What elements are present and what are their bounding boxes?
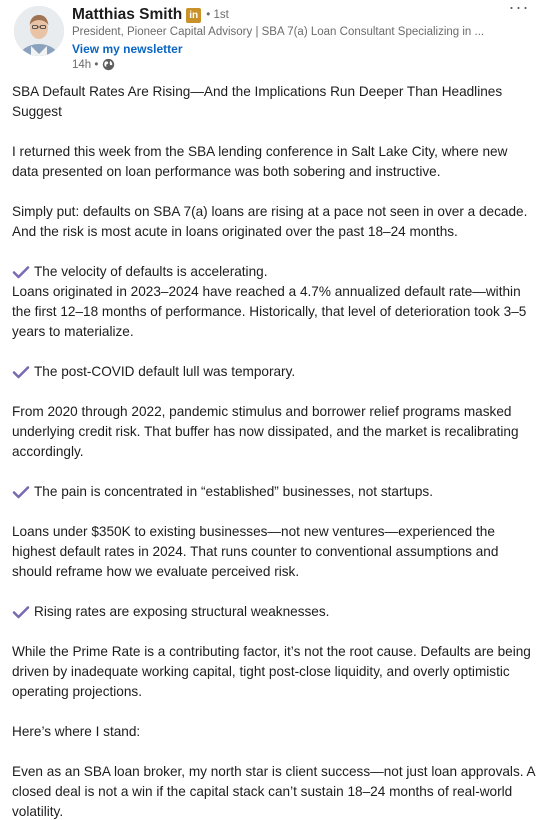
avatar-photo [14,6,64,56]
point-2-heading-row [12,362,537,382]
author-name[interactable]: Matthias Smith [72,6,183,23]
avatar[interactable] [14,6,64,56]
connection-degree: • 1st [206,9,229,21]
point-4-body: While the Prime Rate is a contributing factor, it’s not the root cause. Defaults are being driven by inadequate working capital, tight post-close liquidity, and overly optimistic operating projections. [12,644,531,699]
post-body [12,82,537,820]
point-3-heading: The pain is concentrated in “established” businesses, not startups. [34,484,433,499]
post-header [0,0,539,80]
point-1-heading-row [12,262,537,282]
point-1-body: Loans originated in 2023–2024 have reached a 4.7% annualized default rate—within the first 12–18 months of performance. Historically, that level of deterioration took 3–5 years to materialize. [12,284,527,339]
linkedin-badge-icon: in [186,8,201,23]
checkmark-icon [12,605,30,619]
paragraph-closing: Even as an SBA loan broker, my north star is client success—not just loan approvals. A closed deal is not a win if the capital stack can’t sustain 18–24 months of real-world volatility. [12,764,535,819]
stance-line: Here’s where I stand: [12,724,141,739]
globe-icon [102,58,115,71]
paragraph-intro: I returned this week from the SBA lending conference in Salt Lake City, where new data presented on loan performance was both sobering and instructive. [12,144,508,179]
point-3-heading-row [12,482,537,502]
point-1-heading: The velocity of defaults is accelerating. [34,264,268,279]
point-2-body: From 2020 through 2022, pandemic stimulus and borrower relief programs masked underlying credit risk. That buffer has now dissipated, and the market is recalibrating accordingly. [12,404,519,459]
checkmark-icon [12,485,30,499]
checkmark-icon [12,265,30,279]
post-title: SBA Default Rates Are Rising—And the Implications Run Deeper Than Headlines Suggest [12,84,503,119]
author-row [72,4,229,26]
point-3-body: Loans under $350K to existing businesses—not new ventures—experienced the highest default rates in 2024. That runs counter to conventional assumptions and should reframe how we evaluate perceived risk. [12,524,499,579]
author-headline: President, Pioneer Capital Advisory | SBA 7(a) Loan Consultant Specializing in ... [72,26,485,38]
checkmark-icon [12,365,30,379]
view-newsletter-link[interactable]: View my newsletter [72,42,183,56]
point-4-heading-row [12,602,537,622]
post-time: 14h • [72,58,99,71]
point-4-heading: Rising rates are exposing structural weaknesses. [34,604,330,619]
more-options-icon[interactable]: ··· [508,0,530,17]
paragraph-summary: Simply put: defaults on SBA 7(a) loans are rising at a pace not seen in over a decade. And the risk is most acute in loans originated over the past 18–24 months. [12,204,528,239]
post-meta [72,58,115,71]
point-2-heading: The post-COVID default lull was temporary. [34,364,296,379]
